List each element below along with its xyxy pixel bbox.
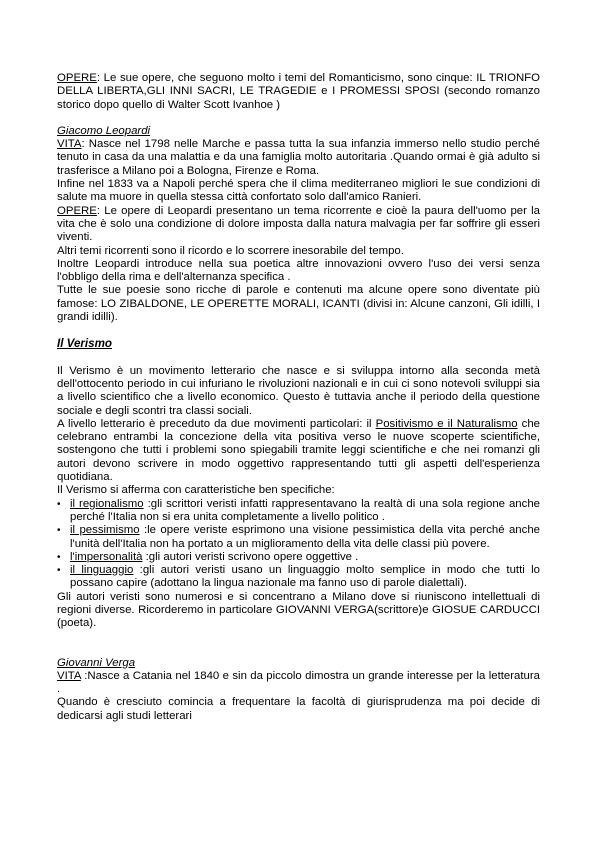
feature-text: :gli scrittori veristi infatti rappresentavano la realtà di una sola regione anche perché l'Italia non si era unita completamente a livello politico . [70, 497, 541, 523]
verismo-title: Il Verismo [57, 337, 112, 351]
spacer [57, 352, 540, 365]
leopardi-opere-paragraph [57, 205, 540, 245]
positivismo-naturalismo-text: Positivismo e il Naturalismo [375, 417, 518, 430]
verismo-paragraph-2: A livello letterario è preceduto da due movimenti particolari: il Positivismo e il Naturalismo che celebrano entrambi la concezione della vita positiva verso le nuove scoperte scientifiche, sostengono che tutti i problemi sono spiegabili tramite leggi scientifiche e che nei romanzi gli autori devono scrivere in modo oggettivo rappresentando tutti gli aspetti dell'esperienza quotidiana. [57, 417, 541, 484]
opere-label: OPERE [57, 204, 97, 217]
vita-label: VITA [57, 669, 81, 682]
bullet-icon: • [57, 525, 61, 537]
feature-label: l'impersonalità [70, 550, 143, 563]
leopardi-paragraph-5: Tutte le sue poesie sono ricche di parole e contenuti ma alcune opere sono diventate più famose: LO ZIBALDONE, LE OPERETTE MORALI, ICANTI (divisi in: Alcune canzoni, Gli idilli, I grandi idilli). [57, 284, 540, 324]
leopardi-vita-paragraph-2: Infine nel 1833 va a Napoli perché spera che il clima mediterraneo migliori le sue condizioni di salute ma muore in quella stessa città confortato solo dall'amico Ranieri. [57, 178, 540, 204]
vita-label: VITA [57, 138, 82, 151]
bullet-icon: • [57, 498, 61, 510]
spacer [57, 631, 540, 644]
verga-vita-paragraph [57, 670, 540, 697]
verismo-features-list [57, 498, 540, 591]
leopardi-paragraph-4: Inoltre Leopardi introduce nella sua poetica altre innovazioni ovvero l'uso dei versi senza l'obbligo della rima e dell'alternanza specifica . [57, 257, 540, 284]
opere-text: : Le opere di Leopardi presentano un tema ricorrente e cioè la paura dell'uomo per la vita che è solo una condizione di dolore imposta dalla natura malvagia per far soffrire gli esseri viventi. [57, 204, 540, 244]
feature-label: il regionalismo [70, 497, 144, 510]
bullet-icon: • [57, 551, 61, 563]
leopardi-vita-paragraph [57, 138, 540, 178]
feature-text: :le opere veriste esprimono una visione pessimistica della vita perché anche l'unità dell'Italia non ha portato a un miglioramento della vita delle classi più povere. [70, 524, 540, 550]
bullet-icon: • [57, 565, 61, 577]
spacer [57, 324, 540, 337]
list-item [57, 551, 540, 564]
verismo-paragraph-3: Il Verismo si afferma con caratteristiche ben specifiche: [57, 484, 335, 497]
feature-label: il linguaggio [70, 564, 134, 577]
spacer [57, 112, 540, 125]
feature-text: :gli autori veristi scrivono opere oggettive . [142, 550, 359, 563]
leopardi-heading: Giacomo Leopardi [57, 124, 151, 137]
list-item [57, 498, 540, 525]
list-item [57, 564, 540, 591]
document-page [57, 72, 540, 723]
list-item [57, 524, 540, 551]
vita-text: : Nasce nel 1798 nelle Marche e passa tutta la sua infanzia immerso nello studio perché tenuto in casa da una malattia e da una famiglia molto autoritaria .Quando ormai è già adulto si trasferisce a Milano poi a Bologna, Firenze e Roma. [57, 138, 540, 177]
verismo-paragraph-4: Gli autori veristi sono numerosi e si concentrano a Milano dove si riuniscono intellettuali di regioni diverse. Ricorderemo in particolare GIOVANNI VERGA(scrittore)e GIOSUE CARDUCCI (poeta). [57, 590, 540, 630]
feature-text: :gli autori veristi usano un linguaggio molto semplice in modo che tutti lo possano capire (adottano la lingua nazionale ma fanno uso di parole dialettali). [70, 564, 540, 590]
manzoni-opere-paragraph [57, 72, 540, 112]
verga-heading: Giovanni Verga [57, 656, 136, 669]
vita-text: :Nasce a Catania nel 1840 e sin da piccolo dimostra un grande interesse per la letteratura . [57, 669, 540, 696]
verga-paragraph-2: Quando è cresciuto comincia a frequentare la facoltà di giurisprudenza ma poi decide di dedicarsi agli studi letterari [57, 696, 540, 722]
spacer [57, 644, 540, 657]
feature-label: il pessimismo [70, 524, 140, 537]
verismo-paragraph-1: Il Verismo è un movimento letterario che nasce e si sviluppa intorno alla seconda metà dell'ottocento periodo in cui infuriano le rivoluzioni nazionali e in cui ci sono notevoli sviluppi sia a livello scientifico che a livello economico. Questo è tuttavia anche il periodo della questione sociale e degli scontri tra classi sociali. [57, 364, 540, 417]
opere-text: : Le sue opere, che seguono molto i temi del Romanticismo, sono cinque: IL TRIONFO DELLA LIBERTA,GLI INNI SACRI, LE TRAGEDIE e I PROMESSI SPOSI (secondo romanzo storico dopo quello di Walter Scott Ivanhoe ) [57, 72, 540, 111]
opere-label: OPERE [57, 72, 97, 84]
leopardi-paragraph-3: Altri temi ricorrenti sono il ricordo e lo scorrere inesorabile del tempo. [57, 244, 404, 257]
